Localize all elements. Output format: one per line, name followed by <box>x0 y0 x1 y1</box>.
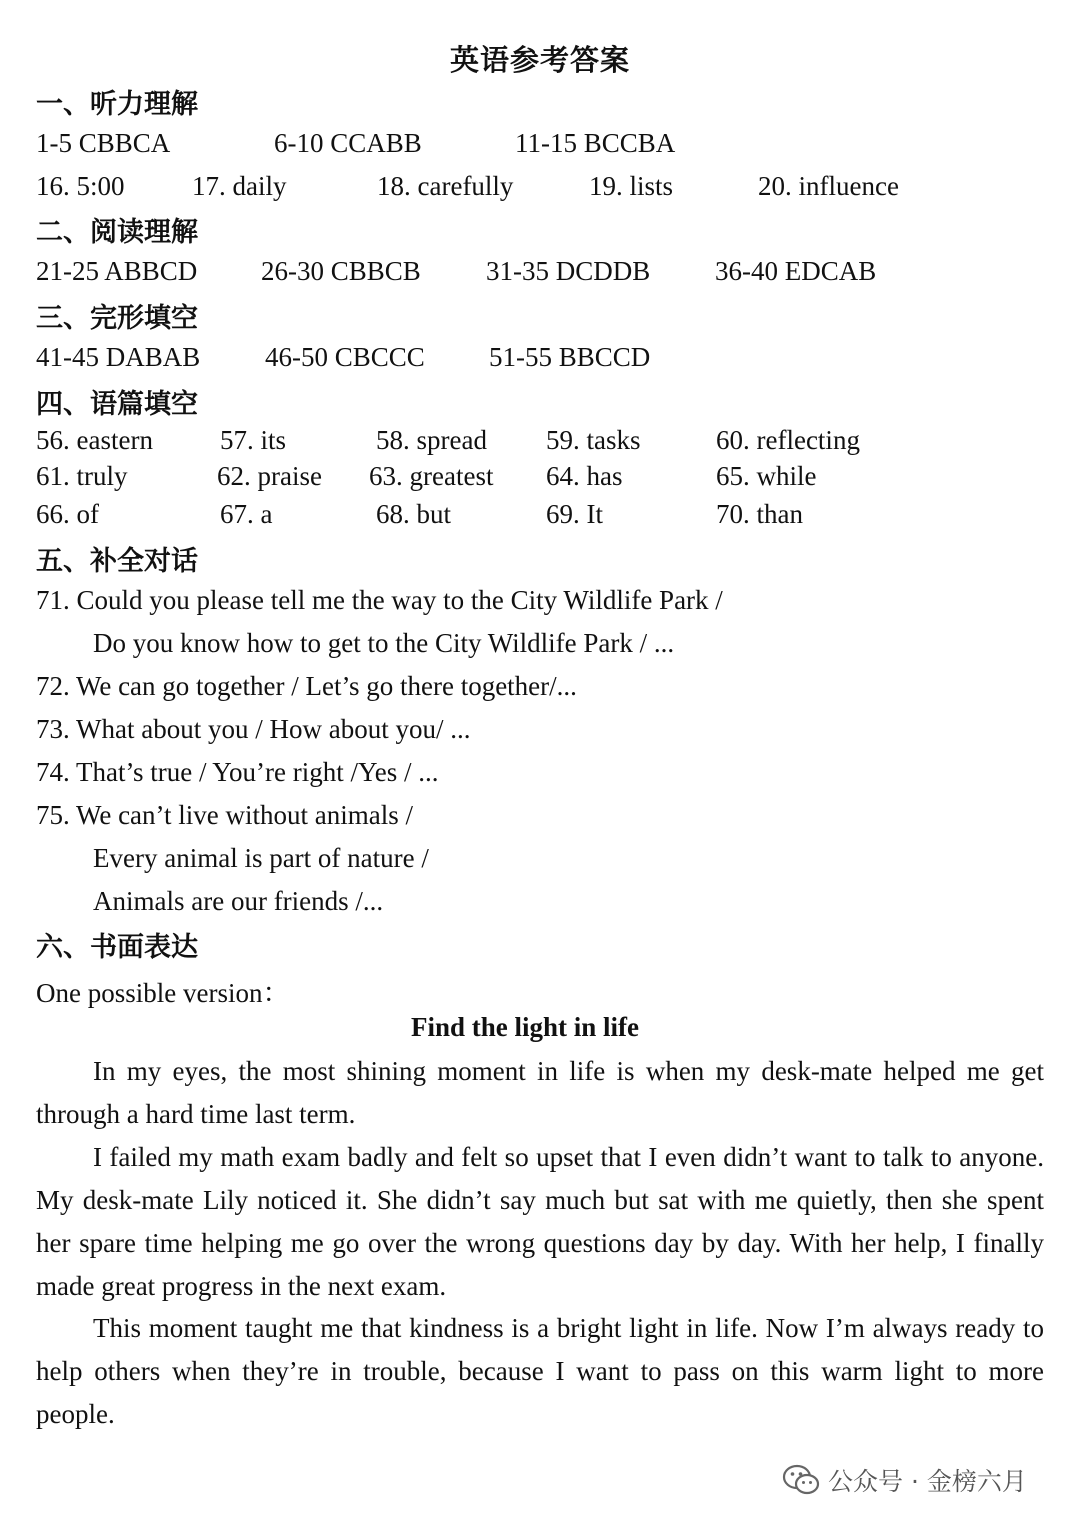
watermark <box>782 1460 1027 1500</box>
essay-title: Find the light in life <box>410 1012 640 1042</box>
watermark-text: 公众号 · 金榜六月 <box>828 1467 1027 1496</box>
essay-paragraph-3: This moment taught me that kindness is a bright light in life. Now I’m always ready to help others when they’re in trouble, because I want to pass on this warm light to more people. <box>36 1313 1044 1429</box>
page-title: 英语参考答案 <box>449 43 630 77</box>
essay-paragraph-1: In my eyes, the most shining moment in life is when my desk-mate helped me get through a hard time last term. <box>36 1056 1044 1129</box>
section-heading-reading: 二、阅读理解 <box>36 217 198 248</box>
answer-36-40: 36-40 EDCAB <box>715 256 877 286</box>
answer-31-35: 31-35 DCDDB <box>486 256 651 286</box>
section-heading-cloze: 三、完形填空 <box>36 303 198 334</box>
answer-11-15: 11-15 BCCBA <box>515 128 676 158</box>
answer-20: 20. influence <box>758 171 899 201</box>
answer-71-line-2: Do you know how to get to the City Wildlife Park / ... <box>93 628 675 658</box>
section-heading-passage-fill: 四、语篇填空 <box>36 389 198 420</box>
answer-46-50: 46-50 CBCCC <box>265 342 425 372</box>
answer-75-line-1: 75. We can’t live without animals / <box>36 800 414 830</box>
answer-68: 68. but <box>376 499 452 529</box>
answer-1-5: 1-5 CBBCA <box>36 128 171 158</box>
answer-64: 64. has <box>546 461 623 491</box>
writing-intro: One possible version： <box>36 978 290 1008</box>
answer-16: 16. 5:00 <box>36 171 125 201</box>
answer-26-30: 26-30 CBBCB <box>261 256 421 286</box>
answer-75-line-2: Every animal is part of nature / <box>93 843 429 873</box>
answer-62: 62. praise <box>217 461 322 491</box>
answer-6-10: 6-10 CCABB <box>274 128 422 158</box>
answer-18: 18. carefully <box>377 171 514 201</box>
section-heading-writing: 六、书面表达 <box>36 932 198 963</box>
answer-67: 67. a <box>220 499 273 529</box>
answer-57: 57. its <box>220 425 287 455</box>
answer-75-line-3: Animals are our friends /... <box>93 886 384 916</box>
answer-74: 74. That’s true / You’re right /Yes / ... <box>36 757 439 787</box>
answer-65: 65. while <box>716 461 817 491</box>
wechat-icon <box>782 1464 820 1496</box>
section-heading-dialogue: 五、补全对话 <box>36 546 198 577</box>
answer-41-45: 41-45 DABAB <box>36 342 201 372</box>
answer-59: 59. tasks <box>546 425 641 455</box>
section-heading-listening: 一、听力理解 <box>36 89 198 120</box>
answer-60: 60. reflecting <box>716 425 860 455</box>
answer-17: 17. daily <box>192 171 287 201</box>
answer-51-55: 51-55 BBCCD <box>489 342 651 372</box>
essay-paragraph-2: I failed my math exam badly and felt so upset that I even didn’t want to talk to anyone. My desk-mate Lily noticed it. She didn’t say much but sat with me quietly, then she spent her spare time helping me go over the wrong questions day by day. With her help, I finally made great progress in the next exam. <box>36 1142 1044 1301</box>
answer-73: 73. What about you / How about you/ ... <box>36 714 471 744</box>
answer-71-line-1: 71. Could you please tell me the way to the City Wildlife Park / <box>36 585 723 615</box>
answer-66: 66. of <box>36 499 99 529</box>
answer-61: 61. truly <box>36 461 128 491</box>
answer-19: 19. lists <box>589 171 674 201</box>
answer-63: 63. greatest <box>369 461 494 491</box>
answer-21-25: 21-25 ABBCD <box>36 256 198 286</box>
answer-69: 69. It <box>546 499 603 529</box>
answer-70: 70. than <box>716 499 803 529</box>
answer-58: 58. spread <box>376 425 487 455</box>
answer-72: 72. We can go together / Let’s go there together/... <box>36 671 577 701</box>
answer-56: 56. eastern <box>36 425 153 455</box>
